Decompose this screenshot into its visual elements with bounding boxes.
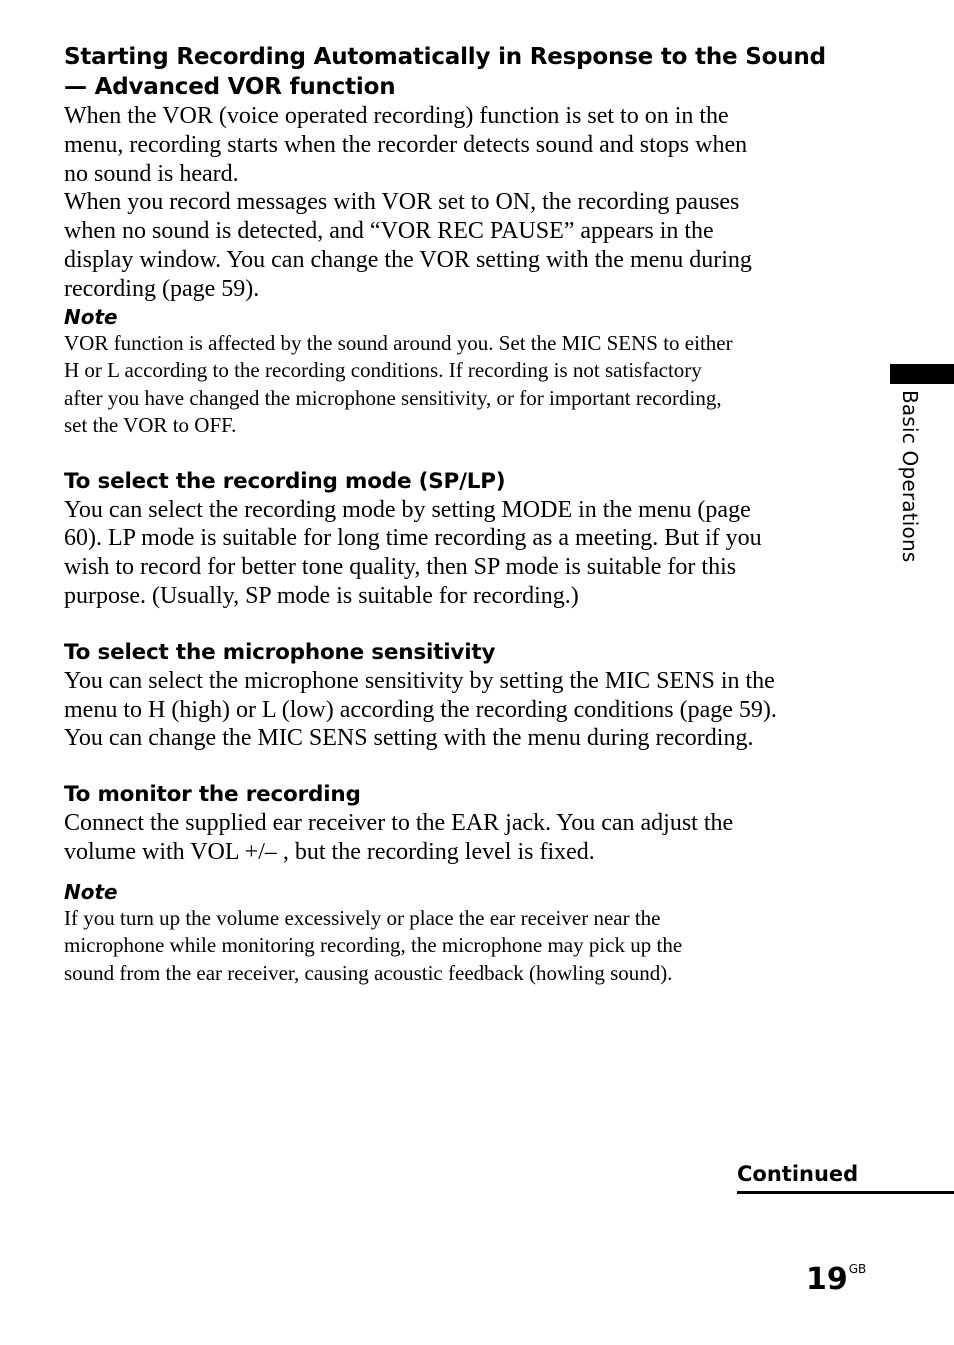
section-mic-sensitivity: [64, 639, 864, 753]
text-line: wish to record for better tone quality, then SP mode is suitable for this: [64, 554, 737, 581]
text-line: You can select the recording mode by setting MODE in the menu (page: [64, 496, 751, 523]
section-heading: To monitor the recording: [64, 782, 361, 808]
section-monitor: [64, 781, 864, 987]
mode-paragraph: [64, 496, 864, 611]
spacer: [64, 611, 864, 639]
text-line: purpose. (Usually, SP mode is suitable for recording.): [64, 582, 579, 609]
continued-label: Continued: [737, 1162, 859, 1186]
spacer: [64, 753, 864, 781]
section-heading: [64, 42, 864, 102]
text-line: You can change the MIC SENS setting with the menu during recording.: [64, 725, 754, 752]
text-line: You can select the microphone sensitivity by setting the MIC SENS in the: [64, 667, 775, 694]
text-line: no sound is heard.: [64, 160, 239, 187]
note-line: microphone while monitoring recording, the microphone may pick up the: [64, 933, 683, 958]
section-heading: To select the recording mode (SP/LP): [64, 468, 506, 494]
heading-line-2: — Advanced VOR function: [64, 74, 396, 100]
vor-note: [64, 330, 864, 440]
section-heading: To select the microphone sensitivity: [64, 639, 496, 665]
text-line: menu to H (high) or L (low) according the recording conditions (page 59).: [64, 696, 777, 723]
note-line: after you have changed the microphone sensitivity, or for important recording,: [64, 385, 722, 410]
vor-paragraph-2: [64, 188, 864, 303]
note-line: H or L according to the recording conditions. If recording is not satisfactory: [64, 358, 702, 383]
note-title: Note: [64, 879, 118, 904]
text-line: when no sound is detected, and “VOR REC PAUSE” appears in the: [64, 218, 714, 245]
text-line: When the VOR (voice operated recording) function is set to on in the: [64, 103, 729, 129]
heading-line-1: Starting Recording Automatically in Response to the Sound: [64, 44, 826, 70]
page-number-value: 19: [806, 1262, 848, 1297]
monitor-note: [64, 905, 864, 988]
text-line: volume with VOL +/– , but the recording level is fixed.: [64, 838, 595, 865]
text-line: display window. You can change the VOR setting with the menu during: [64, 246, 752, 273]
note-line: sound from the ear receiver, causing acoustic feedback (howling sound).: [64, 960, 673, 985]
text-line: menu, recording starts when the recorder detects sound and stops when: [64, 131, 748, 158]
note-line: VOR function is affected by the sound around you. Set the MIC SENS to either: [64, 330, 733, 355]
monitor-paragraph: [64, 809, 864, 867]
text-line: recording (page 59).: [64, 275, 260, 302]
continued-rule: [737, 1191, 954, 1194]
mic-paragraph: [64, 667, 864, 753]
page-number: [806, 1262, 866, 1298]
text-line: When you record messages with VOR set to ON, the recording pauses: [64, 189, 740, 216]
text-line: 60). LP mode is suitable for long time recording as a meeting. But if you: [64, 525, 762, 552]
vor-paragraph-1: [64, 102, 864, 188]
note-title: Note: [64, 304, 118, 329]
section-recording-mode: [64, 468, 864, 611]
note-line: set the VOR to OFF.: [64, 413, 237, 438]
section-vor: [64, 42, 864, 440]
spacer: [64, 440, 864, 468]
text-line: Connect the supplied ear receiver to the EAR jack. You can adjust the: [64, 810, 734, 837]
spacer: [64, 867, 864, 879]
page-content: [64, 42, 864, 987]
note-line: If you turn up the volume excessively or place the ear receiver near the: [64, 905, 661, 930]
side-tab-label: Basic Operations: [898, 390, 922, 563]
page-number-suffix: GB: [848, 1262, 867, 1276]
side-tab-marker: [890, 364, 954, 384]
